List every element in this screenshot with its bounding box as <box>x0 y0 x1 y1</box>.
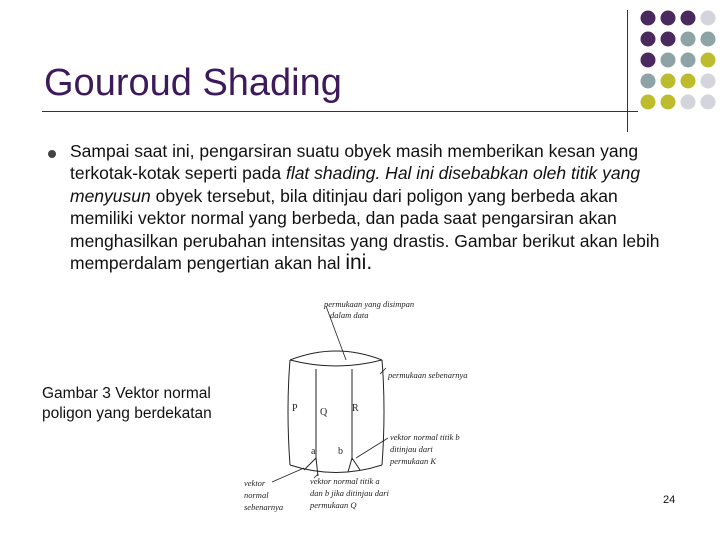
label-actual-surface: permukaan sebenarnya <box>388 370 468 380</box>
label-normal-b-1: vektor normal titik b <box>390 432 460 442</box>
body-text-tail: ini. <box>345 251 373 275</box>
polygon-label-r: R <box>352 403 359 414</box>
decorative-dot <box>641 95 656 110</box>
body-text-part1: Sampai saat ini, pengarsiran suatu obyek masih memberikan kesan yang terkotak-kotak seperti pada <box>70 141 639 184</box>
decorative-dot <box>681 95 696 110</box>
body-text-italic: flat shading. Hal ini disebabkan oleh titik yang menyusun <box>70 163 641 206</box>
body-text-part2: obyek tersebut, bila ditinjau dari poligon yang berbeda akan memiliki vektor normal yang berbeda, dan pada saat pengarsiran akan menghasilkan perubahan intensitas yang drastis. Gambar berikut akan lebih memperdalam pengertian akan hal <box>70 185 660 274</box>
caption-line-2: poligon yang berdekatan <box>42 405 212 422</box>
vertical-rule <box>627 10 628 132</box>
bullet-dot <box>48 150 56 158</box>
figure-caption <box>42 384 212 424</box>
label-true-normal-2: normal <box>244 490 269 500</box>
normal-vector-a-1 <box>304 458 316 470</box>
decorative-dot <box>661 32 676 47</box>
point-label-b: b <box>338 446 343 457</box>
surface-right-wall <box>382 360 384 465</box>
title-underline <box>42 111 638 112</box>
decorative-dot <box>701 53 716 68</box>
decorative-dot <box>701 11 716 26</box>
surface-top-rim <box>290 360 382 366</box>
surface-left-wall <box>288 360 290 465</box>
surface-top-curve <box>290 351 382 360</box>
label-true-normal-1: vektor <box>244 478 266 488</box>
label-true-normal-3: sebenarnya <box>244 502 284 512</box>
label-normal-b-2: ditinjau dari <box>390 444 433 454</box>
decorative-dot <box>661 11 676 26</box>
normal-vector-a-2 <box>316 458 318 476</box>
polygon-label-q: Q <box>320 407 328 418</box>
decorative-dot <box>661 95 676 110</box>
caption-line-1: Gambar 3 Vektor normal <box>42 385 211 402</box>
decorative-dot <box>641 74 656 89</box>
label-normal-b-3: permukaan K <box>390 456 437 466</box>
decorative-dot <box>641 53 656 68</box>
gouraud-normal-diagram <box>232 290 504 522</box>
point-label-a: a <box>311 446 316 457</box>
decorative-dot <box>701 74 716 89</box>
polygon-label-p: P <box>292 403 298 414</box>
label-stored-surface-1: permukaan yang disimpan <box>324 299 415 309</box>
decorative-dot <box>661 53 676 68</box>
decorative-dot <box>681 74 696 89</box>
surface-bottom <box>290 465 382 473</box>
decorative-dot-grid <box>640 10 720 120</box>
decorative-dot <box>681 32 696 47</box>
decorative-dot <box>681 11 696 26</box>
label-normal-a-1: vektor normal titik a <box>310 476 380 486</box>
normal-vector-b-1 <box>348 458 352 472</box>
decorative-dot <box>641 32 656 47</box>
decorative-dot <box>701 95 716 110</box>
label-normal-a-2: dan b jika ditinjau dari <box>310 488 389 498</box>
decorative-dot <box>641 11 656 26</box>
body-paragraph <box>70 140 680 274</box>
callout-true-normal <box>272 468 304 482</box>
label-normal-a-3: permukaan Q <box>310 500 357 510</box>
decorative-dot <box>681 53 696 68</box>
label-stored-surface-2: dalam data <box>330 310 369 320</box>
decorative-dot <box>701 32 716 47</box>
decorative-dot <box>661 74 676 89</box>
page-number: 24 <box>663 494 676 506</box>
normal-vector-b-2 <box>352 458 360 470</box>
slide-title: Gouroud Shading <box>44 62 342 104</box>
